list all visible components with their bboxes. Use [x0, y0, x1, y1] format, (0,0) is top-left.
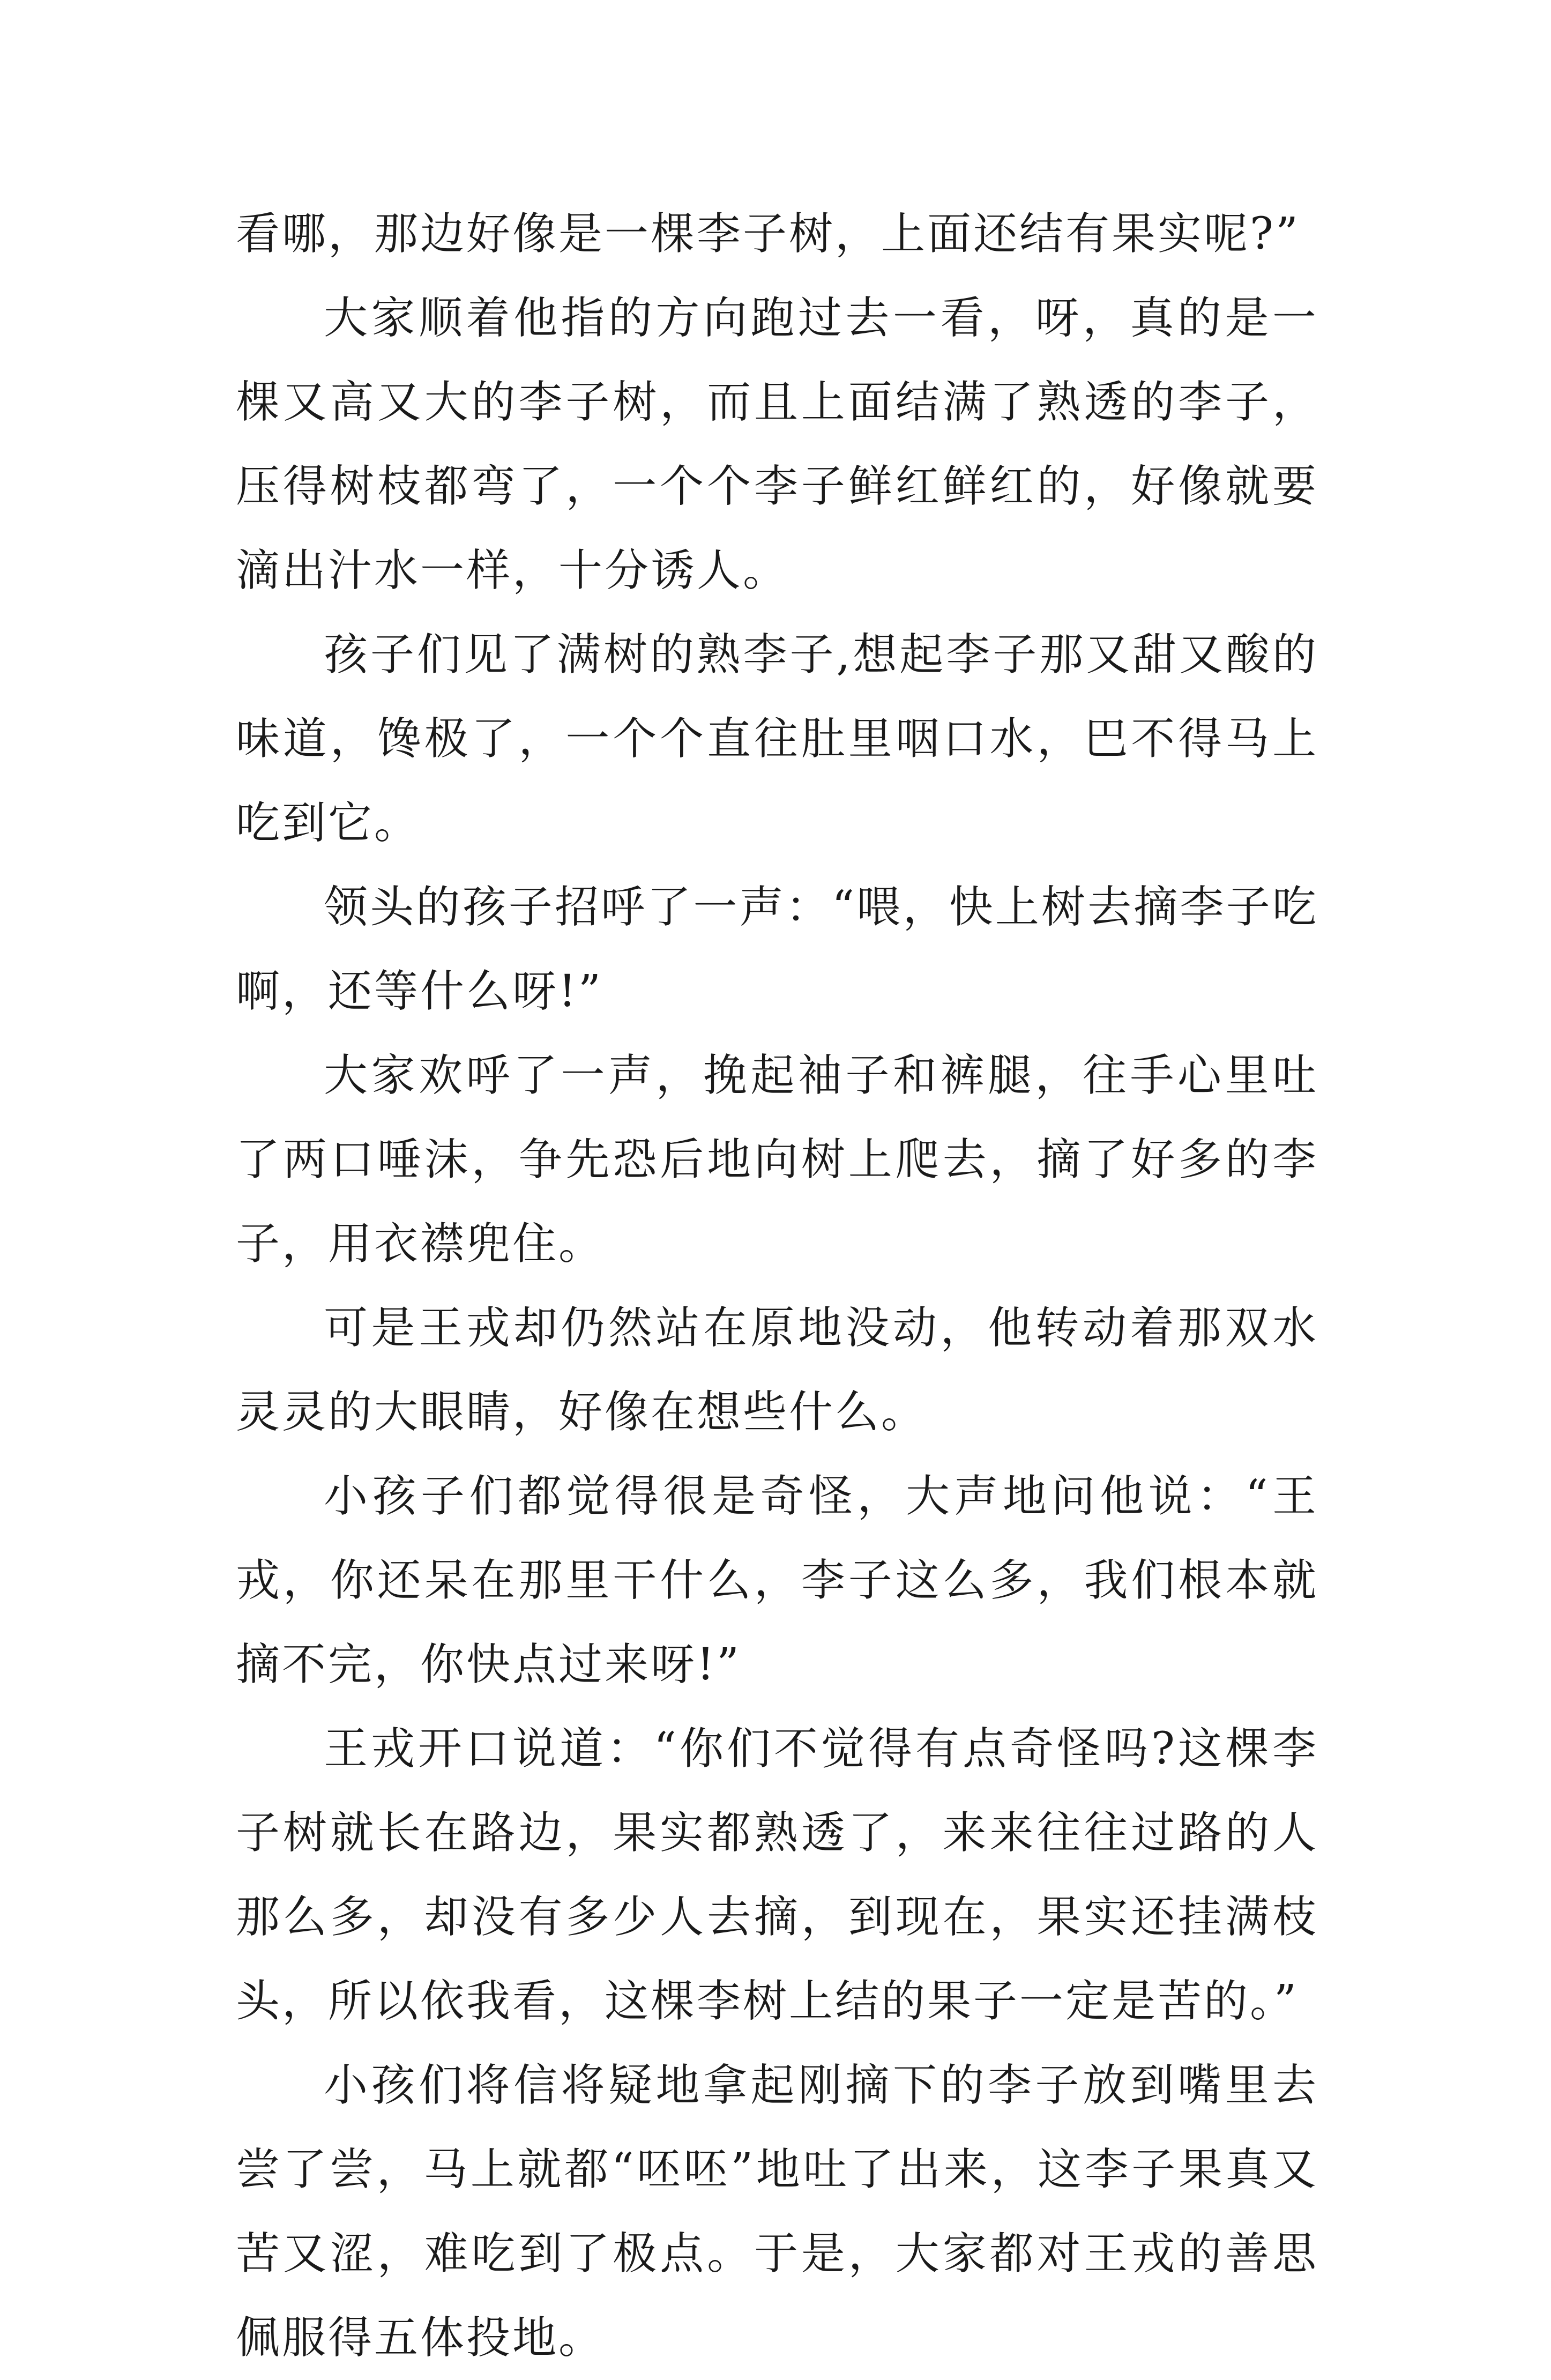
- paragraph-3: 孩子们见了满树的熟李子,想起李子那又甜又酸的味道，馋极了，一个个直往肚里咽口水，巴不得马上吃到它。: [236, 629, 1318, 849]
- paragraph-2: 大家顺着他指的方向跑过去一看，呀，真的是一棵又高又大的李子树，而且上面结满了熟透的李子，压得树枝都弯了，一个个李子鲜红鲜红的，好像就要滴出汁水一样，十分诱人。: [236, 293, 1318, 596]
- paragraph-9: 小孩们将信将疑地拿起刚摘下的李子放到嘴里去尝了尝，马上就都“呸呸”地吐了出来，这李子果真又苦又涩，难吃到了极点。于是，大家都对王戎的善思佩服得五体投地。: [236, 2060, 1318, 2363]
- document-body: [236, 192, 1318, 2380]
- paragraph-1: 看哪，那边好像是一棵李子树，上面还结有果实呢?”: [236, 209, 1300, 259]
- paragraph-7: 小孩子们都觉得很是奇怪，大声地问他说：“王戎，你还呆在那里干什么，李子这么多，我们根本就摘不完，你快点过来呀!”: [236, 1471, 1318, 1690]
- paragraph-5: 大家欢呼了一声，挽起袖子和裤腿，往手心里吐了两口唾沫，争先恐后地向树上爬去，摘了好多的李子，用衣襟兜住。: [236, 1050, 1318, 1269]
- paragraph-6: 可是王戎却仍然站在原地没动，他转动着那双水灵灵的大眼睛，好像在想些什么。: [236, 1303, 1318, 1438]
- paragraph-8: 王戎开口说道：“你们不觉得有点奇怪吗?这棵李子树就长在路边，果实都熟透了，来来往往过路的人那么多，却没有多少人去摘，到现在，果实还挂满枝头，所以依我看，这棵李树上结的果子一定是苦的。”: [236, 1723, 1318, 2027]
- paragraph-4: 领头的孩子招呼了一声：“喂，快上树去摘李子吃啊，还等什么呀!”: [236, 882, 1318, 1017]
